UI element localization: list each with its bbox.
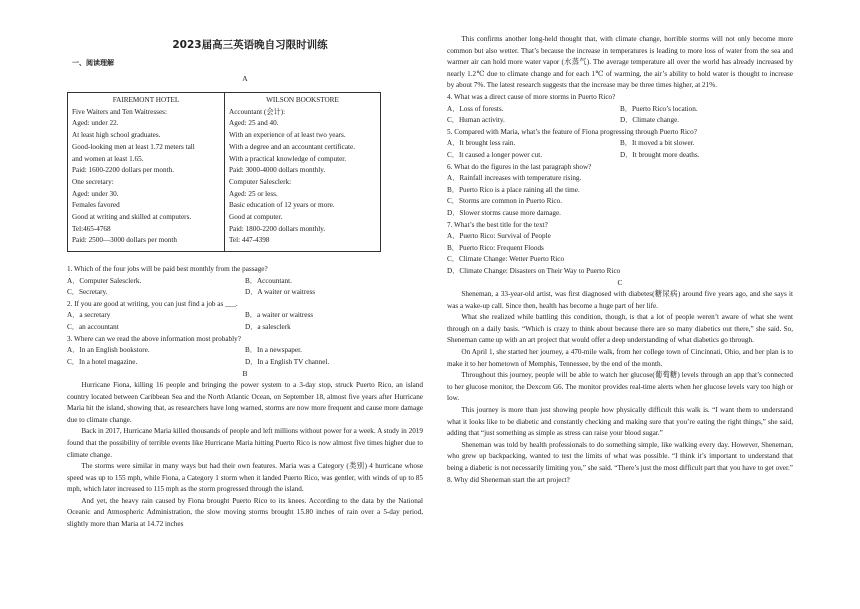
passage-c-paragraph: Sheneman was told by health professionals to do something simple, like walking every day. However, Sheneman, who grew up backpacking, wanted to test the limits of what was possible. “I think it’s important to understand that being a diabetic is not necessarily limiting you,” she said. “There’s just the most difficult part that you have to get over.” xyxy=(447,440,793,472)
question-1-options xyxy=(67,276,423,288)
job-ads-table xyxy=(67,92,381,252)
option[interactable]: B．Puerto Rico is a place raining all the time. xyxy=(447,185,580,194)
fairmont-line: Aged: under 30. xyxy=(72,189,119,198)
question-5: 5. Compared with Maria, what’s the feature of Fiona progressing through Puerto Rico? xyxy=(447,127,697,136)
fairmont-line: Paid: 1600-2200 dollars per month. xyxy=(72,166,175,175)
wilson-bookstore-ad xyxy=(224,93,380,251)
passage-b-continuation: This confirms another long-held thought that, with climate change, horrible storms will not only become more common but also wetter. That’s because the increase in temperatures is leading to more loss of water from the sea and warmer air can hold more water vapor (水蒸气). The average temperature all over the world has already increased by nearly 1.2℃ due to climate change and for each 1℃ of warming, the air’s ability to hold water is thought to increase by about 7%. The latest research suggests that the increase may be three times higher, at 21%. xyxy=(447,35,793,90)
fairmont-line: Females favored xyxy=(72,201,120,210)
question-4-options xyxy=(447,115,793,127)
fairmont-line: Tel:465-4768 xyxy=(72,224,111,233)
wilson-line: Accountant (会计): xyxy=(229,107,286,116)
fairmont-line: At least high school graduates. xyxy=(72,131,161,140)
wilson-line: Tel: 447-4398 xyxy=(229,236,270,245)
passage-c-letter: C xyxy=(617,278,623,288)
question-5-options xyxy=(447,138,793,150)
question-1: 1. Which of the four jobs will be paid best monthly from the passage? xyxy=(67,265,268,273)
wilson-line: Aged: 25 and 40. xyxy=(229,119,279,128)
option[interactable]: D．A waiter or waitress xyxy=(245,288,316,297)
option[interactable]: D．It brought more deaths. xyxy=(620,150,700,159)
wilson-line: Paid: 3000-4000 dollars monthly. xyxy=(229,166,326,175)
fairmont-line: Paid: 2500—3000 dollars per month xyxy=(72,236,178,245)
question-2: 2. If you are good at writing, you can just find a job as ___. xyxy=(67,299,238,308)
option[interactable]: A．It brought less rain. xyxy=(447,139,516,148)
question-1-options xyxy=(67,287,423,299)
passage-c-paragraph: Throughout this journey, people will be able to watch her glucose(葡萄糖) levels through an app that’s connected to her glucose monitor, the Dexcom G6. The monitor provides real-time alerts when her glucose levels vary too high or low. xyxy=(447,371,793,403)
question-8: 8. Why did Sheneman start the art project? xyxy=(447,475,570,484)
option[interactable]: D．Climate Change: Disasters on Their Way to Puerto Rico xyxy=(447,266,621,275)
question-6: 6. What do the figures in the last paragraph show? xyxy=(447,162,592,171)
fairmont-line: Good-looking men at least 1.72 meters tall xyxy=(72,142,195,151)
option[interactable]: A．Computer Salesclerk. xyxy=(67,276,142,285)
fairmont-header: FAIREMONT HOTEL xyxy=(112,96,180,104)
option[interactable]: B．In a newspaper. xyxy=(245,346,302,355)
passage-c-paragraph: What she realized while battling this condition, though, is that a lot of people weren’t aware of what she went through on a daily basis. “Which is crazy to think about because there are so many diabetics out there,” she said. So, Sheneman came up with an art project that would offer a deep understanding of what diabetics go through. xyxy=(447,313,793,345)
passage-b-paragraph: And yet, the heavy rain caused by Fiona brought Puerto Rico to its knees. According to the data by the National Oceanic and Atmospheric Administration, the slow moving storms brought 15.80 inches of rain over a 5-day period, slightly more than Maria at 14.72 inches xyxy=(67,496,423,529)
option[interactable]: C．Climate Change: Wetter Puerto Rico xyxy=(447,255,565,264)
option[interactable]: B．a waiter or waitress xyxy=(245,311,314,320)
question-3-options xyxy=(67,345,423,357)
option[interactable]: C．Storms are common in Puerto Rico. xyxy=(447,197,562,206)
passage-a-questions xyxy=(67,264,423,531)
wilson-line: Basic education of 12 years or more. xyxy=(229,201,335,210)
option[interactable]: C．Human activity. xyxy=(447,116,505,125)
wilson-line: Good at computer. xyxy=(229,213,283,222)
wilson-line: With a practical knowledge of computer. xyxy=(229,154,347,163)
option[interactable]: B．Puerto Rico: Frequent Floods xyxy=(447,243,544,252)
wilson-line: Aged: 25 or less. xyxy=(229,189,278,198)
option[interactable]: B．Accountant. xyxy=(245,276,292,285)
passage-c-paragraph: Sheneman, a 33-year-old artist, was first diagnosed with diabetes(糖尿病) around five years ago, and she says it was a wake-up call. Since then, health has become a huge part of her life. xyxy=(447,290,793,310)
fairmont-line: Aged: under 22. xyxy=(72,119,119,128)
option[interactable]: A．Puerto Rico: Survival of People xyxy=(447,232,551,241)
section-heading: 一、阅读理解 xyxy=(72,59,114,67)
question-4-options xyxy=(447,104,793,116)
question-3: 3. Where can we read the above information most probably? xyxy=(67,334,241,343)
option[interactable]: A．Rainfall increases with temperature rising. xyxy=(447,174,582,183)
passage-b-paragraph: The storms were similar in many ways but had their own features. Maria was a Category (类别) 4 hurricane whose speed was up to 155 mph, while Fiona, a Category 1 storm when it landed Puerto Rico, was gentler, with winds of up to 85 mph, which later increased to 115 mph as the storm progressed through the island. xyxy=(67,462,423,494)
question-4: 4. What was a direct cause of more storms in Puerto Rico? xyxy=(447,92,616,101)
wilson-line: Paid: 1800-2200 dollars monthly. xyxy=(229,224,326,233)
option[interactable]: C．an accountant xyxy=(67,322,119,331)
question-3-options xyxy=(67,357,423,369)
passage-b-paragraph: Hurricane Fiona, killing 16 people and bringing the power system to a 3-day stop, struck Puerto Rico, an island country located between Caribbean Sea and the North Atlantic Ocean, on September 18, almost five years after Hurricane Maria hit the island, showing that, as researchers have long warned, storms are now more frequent and cause more damage due to climate change. xyxy=(67,380,423,424)
fairmont-line: and women at least 1.65. xyxy=(72,154,144,163)
option[interactable]: B．It moved a bit slower. xyxy=(620,139,695,148)
passage-c-paragraph: This journey is more than just showing people how physically difficult this walk is. “I want them to understand what it looks like to be diabetic and constantly checking and making sure that you’re eating the right things,” she said, adding that “just something as simple as stress can raise your blood sugar.” xyxy=(447,406,793,438)
option[interactable]: D．Climate change. xyxy=(620,116,680,125)
fairmont-line: Good at writing and skilled at computers. xyxy=(72,213,192,222)
option[interactable]: D．a salesclerk xyxy=(245,322,291,331)
page-title: 2023届高三英语晚自习限时训练 xyxy=(172,39,328,51)
wilson-line: Computer Salesclerk: xyxy=(229,177,292,186)
fairmont-hotel-ad xyxy=(68,93,224,251)
option[interactable]: A．Loss of forests. xyxy=(447,104,504,113)
question-7: 7. What’s the best title for the text? xyxy=(447,220,548,229)
passage-b-letter: B xyxy=(242,369,248,379)
right-column xyxy=(447,34,793,486)
wilson-line: With a degree and an accountant certificate. xyxy=(229,142,356,151)
passage-c-paragraph: On April 1, she started her journey, a 470-mile walk, from her college town of Cincinnati, Ohio, and her plan is to make it to her hometown of Memphis, Tennessee, by the end of the month. xyxy=(447,348,793,368)
passage-a-letter: A xyxy=(242,74,248,83)
option[interactable]: C．It caused a longer power cut. xyxy=(447,150,543,159)
fairmont-line: One secretary: xyxy=(72,177,114,186)
option[interactable]: D．Slower storms cause more damage. xyxy=(447,208,561,217)
question-5-options xyxy=(447,150,793,162)
passage-b-paragraph: Back in 2017, Hurricane Maria killed thousands of people and left millions without power for a week. A study in 2019 found that the possibility of terrible events like Hurricane Maria hitting Puerto Rico is now almost five times higher due to climate change. xyxy=(67,427,423,459)
question-2-options xyxy=(67,322,423,334)
option[interactable]: A．In an English bookstore. xyxy=(67,346,150,355)
option[interactable]: C．In a hotel magazine. xyxy=(67,357,138,366)
option[interactable]: A．a secretary xyxy=(67,311,111,320)
wilson-line: With an experience of at least two years. xyxy=(229,131,346,140)
option[interactable]: C．Secretary. xyxy=(67,288,108,297)
question-2-options xyxy=(67,310,423,322)
option[interactable]: B．Puerto Rico’s location. xyxy=(620,104,698,113)
wilson-header: WILSON BOOKSTORE xyxy=(266,96,339,104)
fairmont-line: Five Waiters and Ten Waitresses: xyxy=(72,107,167,116)
option[interactable]: D．In a English TV channel. xyxy=(245,357,330,366)
